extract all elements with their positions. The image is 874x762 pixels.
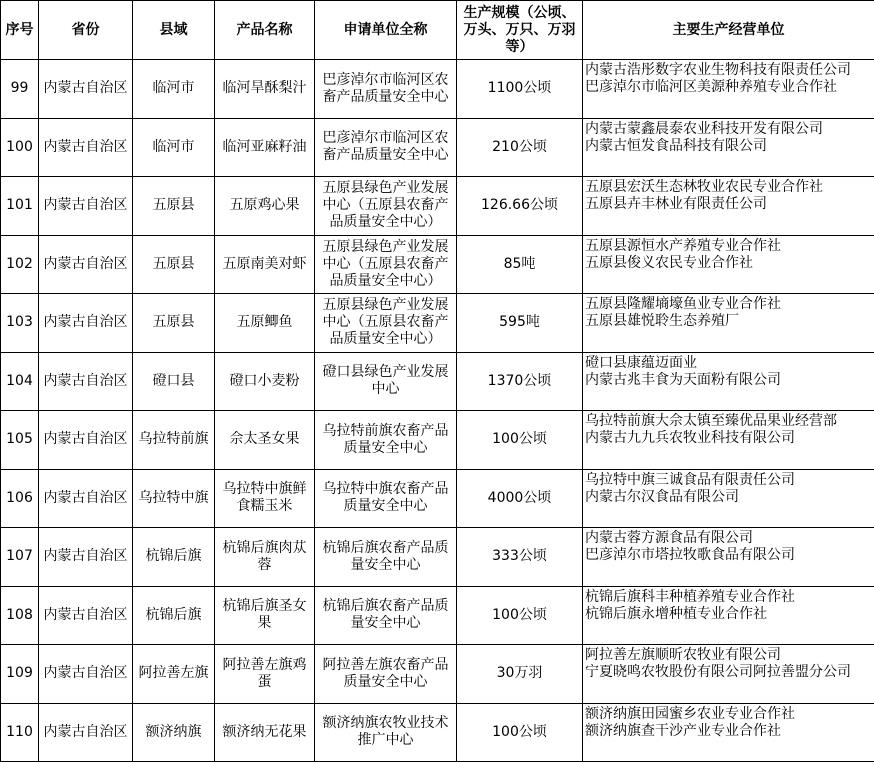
cell-province: 内蒙古自治区 <box>39 352 133 411</box>
unit-line: 五原县俊义农民专业合作社 <box>585 255 753 271</box>
header-product: 产品名称 <box>215 1 315 60</box>
cell-seq: 103 <box>1 294 39 353</box>
unit-line: 杭锦后旗永增种植专业合作社 <box>585 606 767 622</box>
cell-applicant: 乌拉特中旗农畜产品质量安全中心 <box>315 469 457 528</box>
unit-line: 五原县隆耀墒壕鱼业专业合作社 <box>585 296 781 312</box>
unit-line: 内蒙古浩彤数字农业生物科技有限责任公司 <box>585 62 851 78</box>
cell-product: 五原南美对虾 <box>215 235 315 294</box>
cell-units <box>583 586 874 645</box>
cell-units <box>583 352 874 411</box>
cell-scale: 85吨 <box>457 235 583 294</box>
cell-product: 临河旱酥梨汁 <box>215 60 315 119</box>
cell-product: 乌拉特中旗鲜食糯玉米 <box>215 469 315 528</box>
cell-applicant: 五原县绿色产业发展中心（五原县农畜产品质量安全中心） <box>315 177 457 236</box>
cell-county: 杭锦后旗 <box>133 528 215 587</box>
unit-line: 内蒙古蒙鑫晨泰农业科技开发有限公司 <box>585 121 823 137</box>
unit-line: 杭锦后旗科丰种植养殖专业合作社 <box>585 589 795 605</box>
unit-line: 内蒙古兆丰食为天面粉有限公司 <box>585 372 781 388</box>
table-row <box>1 118 874 177</box>
unit-line: 内蒙古九九兵农牧业科技有限公司 <box>585 430 795 446</box>
cell-product: 额济纳无花果 <box>215 703 315 762</box>
cell-product: 磴口小麦粉 <box>215 352 315 411</box>
cell-units <box>583 60 874 119</box>
cell-units <box>583 235 874 294</box>
cell-applicant: 杭锦后旗农畜产品质量安全中心 <box>315 586 457 645</box>
cell-province: 内蒙古自治区 <box>39 469 133 528</box>
table-row <box>1 411 874 470</box>
cell-units <box>583 177 874 236</box>
unit-line: 额济纳旗田园蜜乡农业专业合作社 <box>585 706 795 722</box>
cell-county: 五原县 <box>133 177 215 236</box>
table-row <box>1 352 874 411</box>
cell-scale: 126.66公顷 <box>457 177 583 236</box>
cell-units <box>583 118 874 177</box>
cell-applicant: 巴彦淖尔市临河区农畜产品质量安全中心 <box>315 60 457 119</box>
cell-applicant: 额济纳旗农牧业技术推广中心 <box>315 703 457 762</box>
cell-units <box>583 469 874 528</box>
cell-scale: 100公顷 <box>457 703 583 762</box>
cell-province: 内蒙古自治区 <box>39 411 133 470</box>
cell-province: 内蒙古自治区 <box>39 586 133 645</box>
unit-line: 宁夏晓鸣农牧股份有限公司阿拉善盟分公司 <box>585 664 851 680</box>
cell-province: 内蒙古自治区 <box>39 60 133 119</box>
cell-seq: 106 <box>1 469 39 528</box>
cell-province: 内蒙古自治区 <box>39 528 133 587</box>
table-row <box>1 177 874 236</box>
header-county: 县域 <box>133 1 215 60</box>
cell-units <box>583 294 874 353</box>
cell-seq: 110 <box>1 703 39 762</box>
unit-line: 阿拉善左旗顺昕农牧业有限公司 <box>585 647 781 663</box>
cell-scale: 1100公顷 <box>457 60 583 119</box>
cell-scale: 100公顷 <box>457 586 583 645</box>
cell-county: 五原县 <box>133 235 215 294</box>
header-province: 省份 <box>39 1 133 60</box>
table-row <box>1 469 874 528</box>
unit-line: 五原县雄悦聆生态养殖厂 <box>585 313 739 329</box>
table-row <box>1 645 874 704</box>
cell-seq: 102 <box>1 235 39 294</box>
cell-applicant: 五原县绿色产业发展中心（五原县农畜产品质量安全中心） <box>315 235 457 294</box>
cell-applicant: 巴彦淖尔市临河区农畜产品质量安全中心 <box>315 118 457 177</box>
cell-province: 内蒙古自治区 <box>39 177 133 236</box>
cell-applicant: 杭锦后旗农畜产品质量安全中心 <box>315 528 457 587</box>
cell-scale: 595吨 <box>457 294 583 353</box>
cell-county: 临河市 <box>133 60 215 119</box>
unit-line: 巴彦淖尔市临河区美源种养殖专业合作社 <box>585 79 837 95</box>
header-units: 主要生产经营单位 <box>583 1 874 60</box>
unit-line: 磴口县康蕴迈面业 <box>585 355 697 371</box>
unit-line: 五原县卉丰林业有限责任公司 <box>585 196 767 212</box>
cell-county: 乌拉特中旗 <box>133 469 215 528</box>
cell-applicant: 五原县绿色产业发展中心（五原县农畜产品质量安全中心） <box>315 294 457 353</box>
unit-line: 乌拉特前旗大佘太镇至臻优品果业经营部 <box>585 413 837 429</box>
cell-scale: 333公顷 <box>457 528 583 587</box>
table-row <box>1 586 874 645</box>
unit-line: 巴彦淖尔市塔拉牧歌食品有限公司 <box>585 547 795 563</box>
cell-seq: 99 <box>1 60 39 119</box>
cell-scale: 30万羽 <box>457 645 583 704</box>
table-row <box>1 703 874 762</box>
cell-units <box>583 528 874 587</box>
cell-seq: 108 <box>1 586 39 645</box>
cell-scale: 210公顷 <box>457 118 583 177</box>
cell-province: 内蒙古自治区 <box>39 294 133 353</box>
cell-province: 内蒙古自治区 <box>39 645 133 704</box>
unit-line: 五原县源恒水产养殖专业合作社 <box>585 238 781 254</box>
unit-line: 内蒙古蓉方源食品有限公司 <box>585 530 753 546</box>
cell-seq: 101 <box>1 177 39 236</box>
cell-units <box>583 645 874 704</box>
table-body <box>1 60 874 762</box>
cell-province: 内蒙古自治区 <box>39 118 133 177</box>
cell-product: 五原鸡心果 <box>215 177 315 236</box>
header-scale: 生产规模（公顷、万头、万只、万羽等） <box>457 1 583 60</box>
cell-province: 内蒙古自治区 <box>39 235 133 294</box>
cell-county: 阿拉善左旗 <box>133 645 215 704</box>
unit-line: 内蒙古恒发食品科技有限公司 <box>585 138 767 154</box>
table-row <box>1 235 874 294</box>
cell-seq: 105 <box>1 411 39 470</box>
cell-seq: 100 <box>1 118 39 177</box>
cell-county: 临河市 <box>133 118 215 177</box>
unit-line: 额济纳旗查干沙产业专业合作社 <box>585 723 781 739</box>
cell-applicant: 乌拉特前旗农畜产品质量安全中心 <box>315 411 457 470</box>
cell-seq: 107 <box>1 528 39 587</box>
table-row <box>1 60 874 119</box>
unit-line: 乌拉特中旗三诚食品有限责任公司 <box>585 472 795 488</box>
cell-units <box>583 703 874 762</box>
cell-seq: 104 <box>1 352 39 411</box>
cell-seq: 109 <box>1 645 39 704</box>
cell-county: 杭锦后旗 <box>133 586 215 645</box>
cell-product: 杭锦后旗圣女果 <box>215 586 315 645</box>
unit-line: 内蒙古尔汉食品有限公司 <box>585 489 739 505</box>
cell-scale: 1370公顷 <box>457 352 583 411</box>
cell-product: 杭锦后旗肉苁蓉 <box>215 528 315 587</box>
header-seq: 序号 <box>1 1 39 60</box>
cell-applicant: 阿拉善左旗农畜产品质量安全中心 <box>315 645 457 704</box>
cell-product: 五原鲫鱼 <box>215 294 315 353</box>
cell-province: 内蒙古自治区 <box>39 703 133 762</box>
cell-scale: 100公顷 <box>457 411 583 470</box>
cell-applicant: 磴口县绿色产业发展中心 <box>315 352 457 411</box>
cell-product: 临河亚麻籽油 <box>215 118 315 177</box>
cell-county: 乌拉特前旗 <box>133 411 215 470</box>
unit-line: 五原县宏沃生态林牧业农民专业合作社 <box>585 179 823 195</box>
header-applicant: 申请单位全称 <box>315 1 457 60</box>
table-row <box>1 528 874 587</box>
cell-county: 额济纳旗 <box>133 703 215 762</box>
cell-scale: 4000公顷 <box>457 469 583 528</box>
header-row <box>1 1 874 60</box>
cell-product: 佘太圣女果 <box>215 411 315 470</box>
cell-units <box>583 411 874 470</box>
table-row <box>1 294 874 353</box>
cell-product: 阿拉善左旗鸡蛋 <box>215 645 315 704</box>
cell-county: 五原县 <box>133 294 215 353</box>
cell-county: 磴口县 <box>133 352 215 411</box>
